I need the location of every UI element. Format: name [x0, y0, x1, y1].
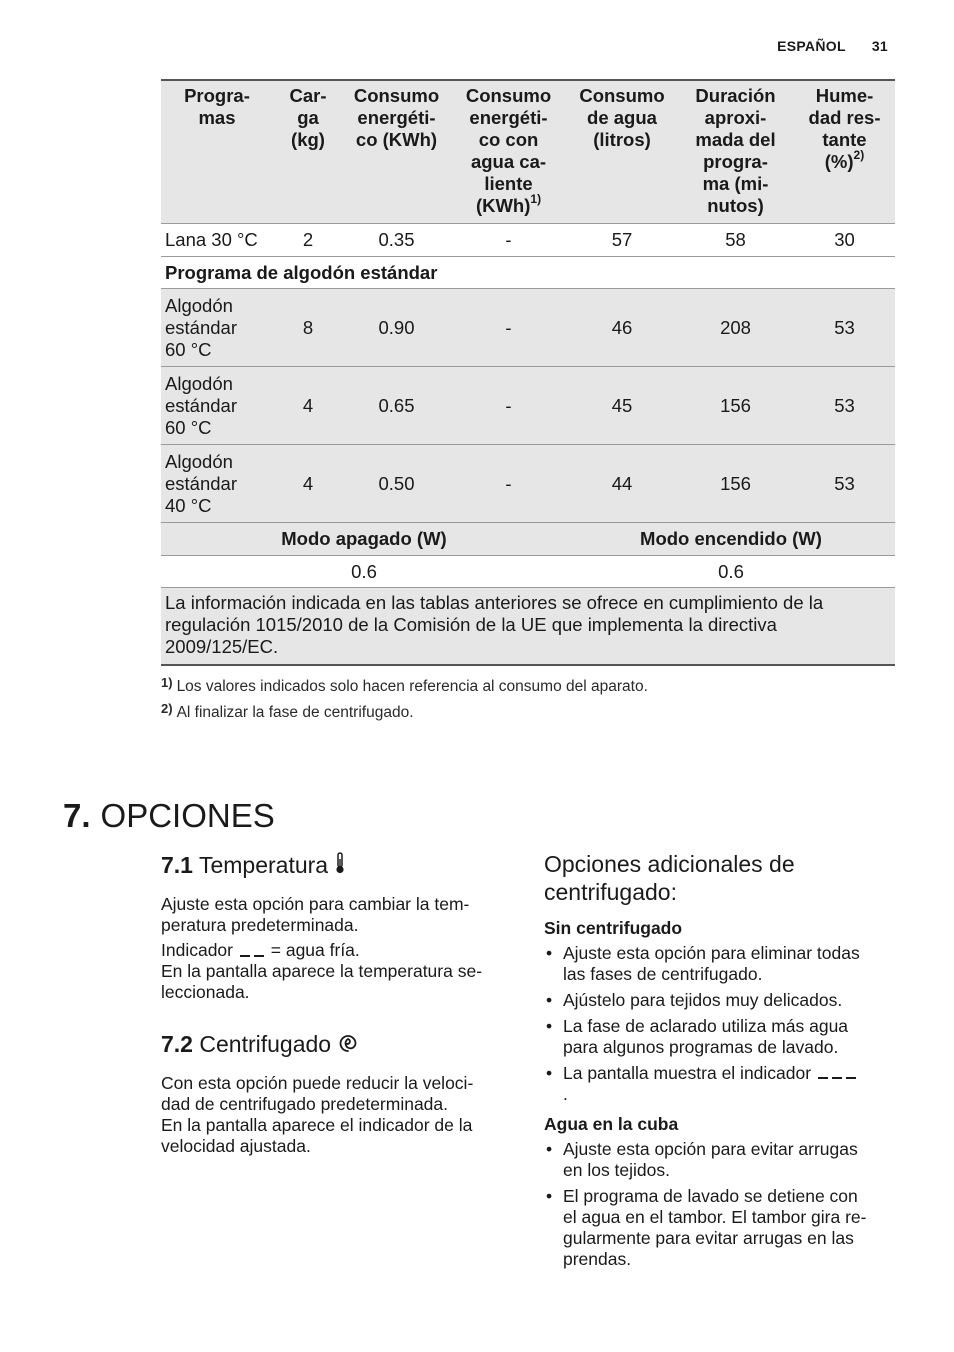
- table-cell: -: [450, 367, 567, 445]
- header-consumo-agua: Consumo de agua (litros): [567, 80, 677, 224]
- agua-en-cuba-title: Agua en la cuba: [544, 1114, 679, 1134]
- table-cell: 45: [567, 367, 677, 445]
- mode-off-value: 0.6: [161, 556, 567, 588]
- section-title: Centrifugado: [199, 1031, 332, 1058]
- footnote-2: [161, 701, 648, 730]
- mode-off-label: Modo apagado (W): [161, 523, 567, 556]
- footnote-ref-2: 2): [853, 147, 865, 162]
- centrifugado-description: Con esta opción puede reducir la veloci- dad de centrifugado predeterminada.: [161, 1073, 474, 1115]
- table-cell: -: [450, 289, 567, 367]
- table-cell: 0.65: [343, 367, 450, 445]
- footnote-text: Al finalizar la fase de centrifugado.: [176, 704, 414, 721]
- sin-centrifugado-title: Sin centrifugado: [544, 918, 683, 938]
- list-item: • El programa de lavado se detiene con el agua en el tambor. El tambor gira re- gularmente para evitar arrugas en las prendas.: [544, 1186, 894, 1270]
- list-item: • Ajústelo para tejidos muy delicados.: [544, 990, 894, 1011]
- header-consumo-agua-caliente: [450, 80, 567, 224]
- table-cell: 0.50: [343, 445, 450, 523]
- temperatura-indicator-line: [161, 940, 506, 961]
- page-header: [777, 38, 888, 54]
- table-cell: 44: [567, 445, 677, 523]
- section-label: Programa de algodón estándar: [161, 257, 895, 289]
- table-cell: 58: [677, 224, 794, 257]
- left-column: [161, 850, 506, 1157]
- section-title: Temperatura: [198, 852, 329, 878]
- list-item-text: La pantalla muestra el indicador: [563, 1063, 812, 1083]
- regulation-note: La información indicada en las tablas anteriores se ofrece en cumplimiento de la regulación 1015/2010 de la Comisión de la UE que implementa la directiva 2009/125/EC.: [161, 588, 895, 665]
- header-consumo-agua-caliente-text: Consumo energéti- co con agua ca- liente (KWh): [465, 85, 552, 216]
- table-row: [161, 289, 895, 367]
- list-item: • La fase de aclarado utiliza más agua para algunos programas de lavado.: [544, 1016, 894, 1058]
- table-cell: 4: [273, 367, 343, 445]
- header-humedad: [794, 80, 895, 224]
- list-item-end: .: [563, 1084, 568, 1104]
- table-row: [161, 445, 895, 523]
- table-cell: 53: [794, 367, 895, 445]
- section-centrifugado-heading: [161, 1029, 506, 1061]
- section-number: 7.1: [161, 852, 193, 878]
- table-cell: 156: [677, 367, 794, 445]
- table-cell: 53: [794, 289, 895, 367]
- table-cell: Algodón estándar 60 °C: [161, 367, 273, 445]
- page-number: 31: [871, 38, 888, 54]
- footnote-text: Los valores indicados solo hacen referencia al consumo del aparato.: [176, 678, 648, 695]
- table-cell: 53: [794, 445, 895, 523]
- section-row: [161, 257, 895, 289]
- cold-water-indicator-icon: [238, 940, 266, 960]
- indicator-prefix: Indicador: [161, 940, 233, 961]
- table-cell: 156: [677, 445, 794, 523]
- list-item: • Ajuste esta opción para evitar arrugas en los tejidos.: [544, 1139, 894, 1181]
- thermometer-icon: [334, 851, 346, 882]
- table-cell: 8: [273, 289, 343, 367]
- opciones-adicionales-title: Opciones adicionales de centrifugado:: [544, 851, 795, 905]
- note-row: [161, 588, 895, 665]
- spin-icon: [337, 1031, 359, 1061]
- list-item: [544, 1063, 894, 1105]
- agua-en-cuba-list: [544, 1139, 894, 1270]
- table-cell: -: [450, 224, 567, 257]
- footnote-mark: 2): [161, 701, 173, 716]
- table-cell: Algodón estándar 40 °C: [161, 445, 273, 523]
- mode-value-row: [161, 556, 895, 588]
- table-cell: 2: [273, 224, 343, 257]
- table-header-row: [161, 80, 895, 224]
- footnote-mark: 1): [161, 675, 173, 690]
- mode-on-value: 0.6: [567, 556, 895, 588]
- header-consumo-energetico: Consumo energéti- co (KWh): [343, 80, 450, 224]
- footnote-1: [161, 675, 648, 704]
- header-programas: Progra- mas: [161, 80, 273, 224]
- list-item: • Ajuste esta opción para eliminar todas las fases de centrifugado.: [544, 943, 894, 985]
- table-cell: 208: [677, 289, 794, 367]
- table-cell: 0.90: [343, 289, 450, 367]
- table-cell: 30: [794, 224, 895, 257]
- sin-centrifugado-list: [544, 943, 894, 1105]
- chapter-name: OPCIONES: [100, 797, 275, 834]
- table-row: [161, 224, 895, 257]
- centrifugado-display-note: En la pantalla aparece el indicador de la velocidad ajustada.: [161, 1115, 473, 1157]
- header-carga: Car- ga (kg): [273, 80, 343, 224]
- temperatura-description: Ajuste esta opción para cambiar la tem- peratura predeterminada.: [161, 894, 470, 936]
- table-cell: 46: [567, 289, 677, 367]
- mode-on-label: Modo encendido (W): [567, 523, 895, 556]
- table-cell: Algodón estándar 60 °C: [161, 289, 273, 367]
- table-cell: 4: [273, 445, 343, 523]
- table-cell: 0.35: [343, 224, 450, 257]
- header-humedad-text: Hume- dad res- tante (%): [808, 85, 881, 172]
- right-column: [544, 850, 894, 1275]
- footnote-ref-1: 1): [530, 191, 542, 206]
- no-spin-indicator-icon: [816, 1063, 858, 1083]
- section-temperatura-heading: [161, 850, 506, 882]
- table-cell: -: [450, 445, 567, 523]
- table-cell: 57: [567, 224, 677, 257]
- temperatura-display-note: En la pantalla aparece la temperatura se- leccionada.: [161, 961, 483, 1003]
- consumption-table: [161, 79, 895, 666]
- mode-header-row: [161, 523, 895, 556]
- indicator-suffix: = agua fría.: [270, 940, 360, 961]
- section-number: 7.2: [161, 1031, 193, 1058]
- chapter-title: [63, 796, 275, 836]
- footnotes: [161, 675, 648, 730]
- header-duracion: Duración aproxi- mada del progra- ma (mi- nutos): [677, 80, 794, 224]
- table-row: [161, 367, 895, 445]
- chapter-number: 7.: [63, 797, 91, 834]
- language-label: ESPAÑOL: [777, 38, 846, 54]
- table-cell: Lana 30 °C: [161, 224, 273, 257]
